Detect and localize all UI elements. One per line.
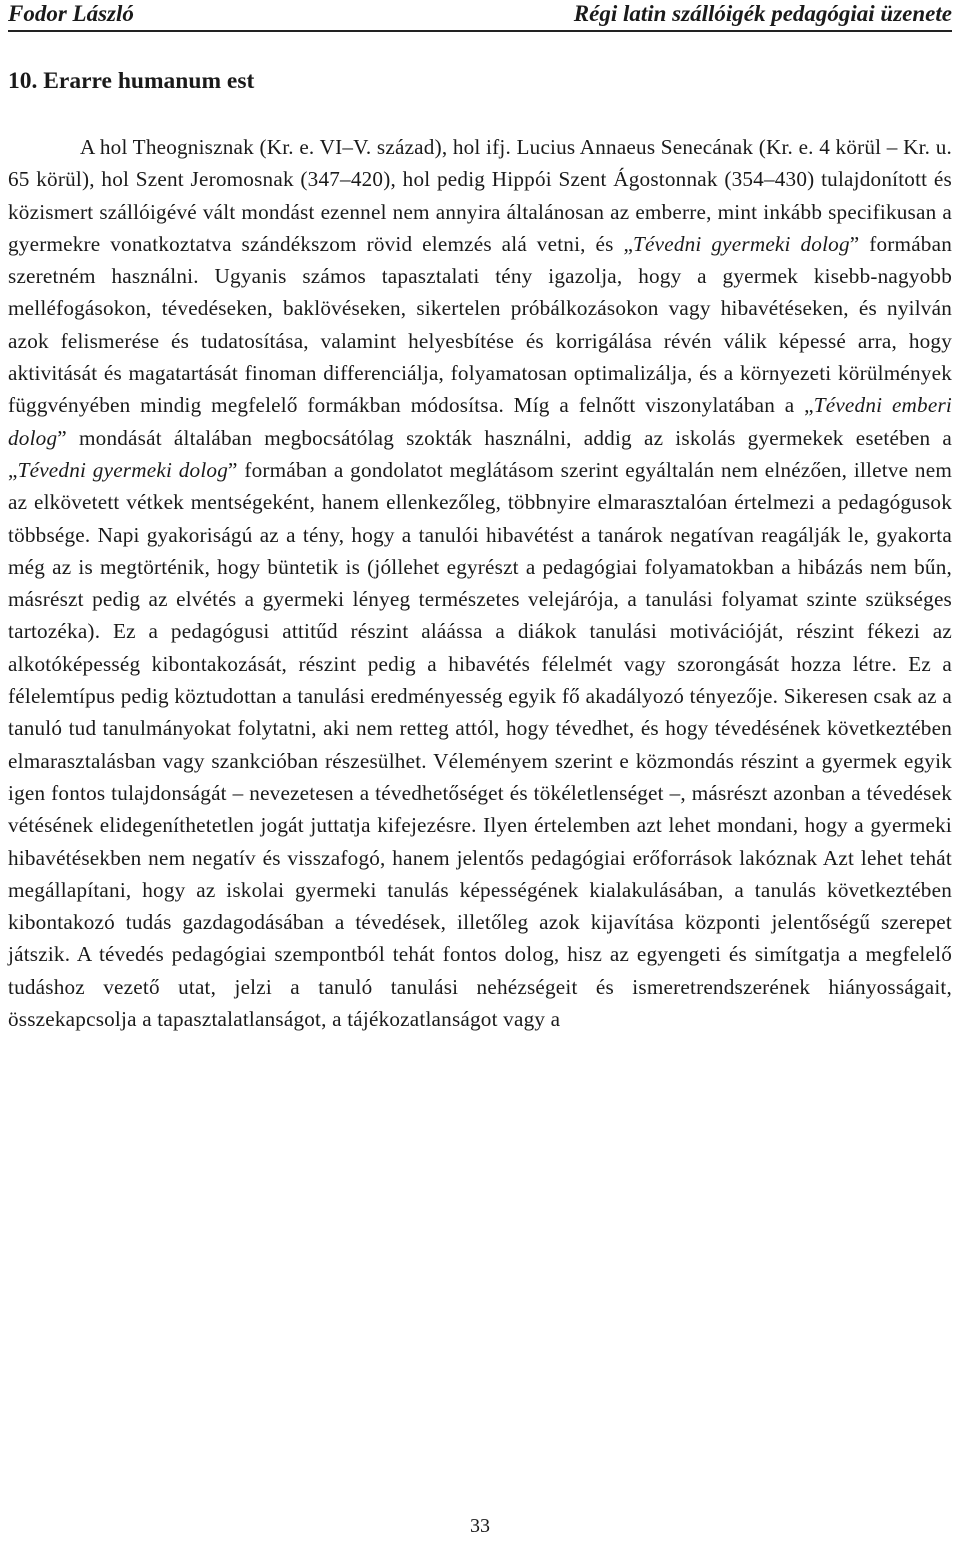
page-number: 33 [470, 1515, 490, 1537]
section-title: 10. Erarre humanum est [8, 68, 255, 94]
emphasis-tevedni-gyermeki-2: Tévedni gyermeki dolog [17, 457, 229, 482]
header-title: Régi latin szállóigék pedagógiai üzenete [573, 1, 952, 26]
body-text-part-3: ” mondását általában megbocsátólag szokták használni, addig az iskolás gyermekek esetében a „ [8, 425, 952, 482]
body-paragraph [8, 131, 952, 1035]
body-text-part-4: ” formában a gondolatot meglátásom szerint egyáltalán nem elnézően, illetve nem az elkövetett vétkek mentségeként, hanem ellenkezőleg, többnyire elmarasztalóan értelmezi a pedagógusok többsége. Napi gyakoriságú az a tény, hogy a tanulói hibavétést a tanárok negatívan reagálják le, gyakorta még az is megtörténik, hogy büntetik is (jóllehet egyrészt a pedagógiai folyamatokban a hibázás nem bűn, másrészt pedig az elvétés a gyermeki lényeg természetes velejárója, a tanulási folyamat szinte szükséges tartozéka). Ez a pedagógusi attitűd részint aláássa a diákok tanulási motivációját, részint fékezi az alkotóképesség kibontakozását, részint pedig a hibavétés félelmét vagy szorongását hozza létre. Ez a félelemtípus pedig köztudottan a tanulási eredményesség egyik fő akadályozó tényezője. Sikeresen csak az a tanuló tud tanulmányokat folytatni, aki nem retteg attól, hogy tévedhet, és hogy tévedésének következtében elmarasztalásban vagy szankcióban részesülhet. Véleményem szerint e közmondás részint a gyermek egyik igen fontos tulajdonságát – nevezetesen a tévedhetőséget és tökéletlenséget –, másrészt azonban a tévedések vétésének elidegeníthetetlen jogát juttatja kifejezésre. Ilyen értelemben azt lehet mondani, hogy a gyermeki hibavétésekben nem negatív és visszafogó, hanem jelentős pedagógiai erőforrások lakóznak Azt lehet tehát megállapítani, hogy az iskolai gyermeki tanulás képességének kialakulásában, a tanulás következtében kibontakozó tudás gazdagodásában a tévedések, illetőleg azok kijavítása központi jelentőségű szerepet játszik. A tévedés pedagógiai szempontból tehát fontos dolog, hisz az egyengeti és simítgatja a megfelelő tudáshoz vezető utat, jelzi a tanuló tanulási nehézségeit és ismeretrendszerének hiányosságait, összekapcsolja a tapasztalatlanságot, a tájékozatlanságot vagy a [8, 457, 953, 1032]
body-text-part-1: A hol Theognisznak (Kr. e. VI–V. század), hol ifj. Lucius Annaeus Senecának (Kr. e. 4 körül – Kr. u. 65 körül), hol Szent Jeromosnak (347–420), hol pedig Hippói Szent Ágostonnak (354–430) tulajdonított és közismert szállóigévé vált mondást ezennel nem annyira általánosan az emberre, mint inkább specifikusan a gyermekre vonatkoztatva szándékszom rövid elemzés alá vetni, és „ [8, 135, 952, 256]
body-text-part-2: ” formában szeretném használni. Ugyanis számos tapasztalati tény igazolja, hogy a gyermek kisebb-nagyobb melléfogásokon, tévedéseken, baklövéseken, sikertelen próbálkozásokon vagy hibavétéseken, és nyilván azok felismerése és tudatosítása, valamint helyesbítése és korrigálása révén válik képessé arra, hogy aktivitását és magatartását finoman differenciálja, folyamatosan optimalizálja, és a környezeti körülmények függvényében mindig megfelelő formákban módosítsa. Míg a felnőtt viszonylatában a „ [8, 231, 952, 418]
emphasis-tevedni-emberi: Tévedni emberi dolog [8, 393, 952, 450]
emphasis-tevedni-gyermeki-1: Tévedni gyermeki dolog [633, 231, 850, 256]
running-header [8, 0, 952, 32]
header-author: Fodor László [8, 1, 134, 26]
